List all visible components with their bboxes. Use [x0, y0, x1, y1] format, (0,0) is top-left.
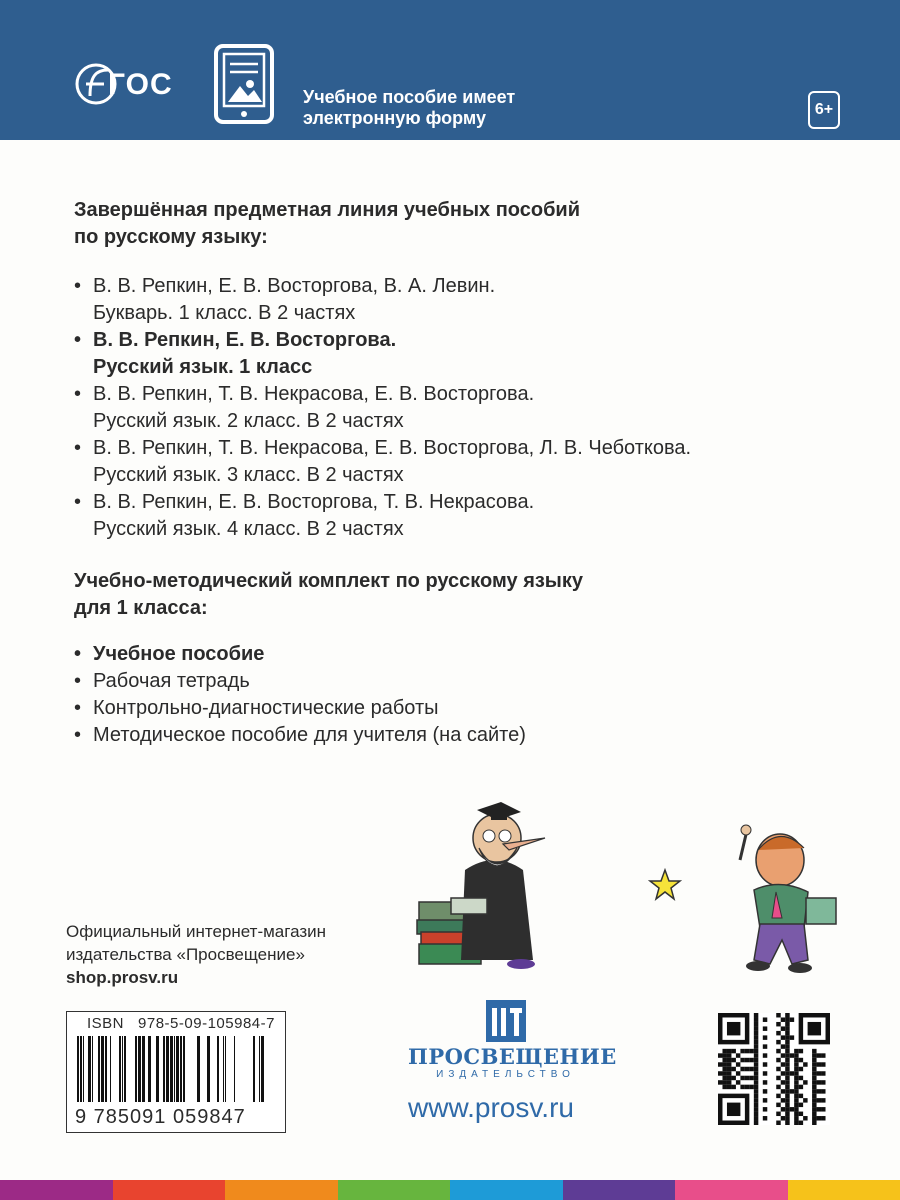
publisher-name: ПРОСВЕЩЕНИЕ — [408, 1044, 617, 1069]
list-item-title: Русский язык. 2 класс. В 2 частях — [93, 410, 404, 432]
kit-item-label: • Методическое пособие для учителя (на сайте) — [93, 724, 526, 746]
list-item-authors: • В. В. Репкин, Т. В. Некрасова, Е. В. Восторгова, Л. В. Чеботкова. — [93, 437, 692, 459]
color-strip-segment — [0, 1180, 113, 1200]
section2-title — [74, 568, 583, 622]
color-strip-segment — [113, 1180, 226, 1200]
shop-line1: Официальный интернет-магазин — [66, 922, 327, 941]
student-illustration — [720, 820, 840, 980]
color-strip — [0, 1180, 900, 1200]
isbn-barcode-box — [66, 1011, 286, 1133]
kit-item-label: • Контрольно-диагностические работы — [93, 697, 439, 719]
star-icon — [648, 868, 682, 902]
publisher-website[interactable]: www.prosv.ru — [408, 1092, 574, 1123]
section2-title-line2: для 1 класса: — [74, 597, 208, 619]
eform-text — [303, 87, 515, 129]
color-strip-segment — [563, 1180, 676, 1200]
kit-list — [74, 641, 526, 749]
qr-code[interactable] — [718, 1013, 830, 1125]
color-strip-segment — [675, 1180, 788, 1200]
age-rating-badge: 6+ — [808, 91, 840, 129]
list-item-authors: • В. В. Репкин, Т. В. Некрасова, Е. В. Восторгова. — [93, 383, 535, 405]
list-item-current — [74, 327, 691, 381]
list-item-title: Русский язык. 3 класс. В 2 частях — [93, 464, 404, 486]
kit-item — [74, 722, 526, 749]
list-item-authors: • В. В. Репкин, Е. В. Восторгова, Т. В. Некрасова. — [93, 491, 535, 513]
color-strip-segment — [450, 1180, 563, 1200]
kit-item — [74, 695, 526, 722]
list-item — [74, 489, 691, 543]
eform-line2: электронную форму — [303, 108, 486, 128]
eform-line1: Учебное пособие имеет — [303, 87, 516, 107]
list-item-title: Букварь. 1 класс. В 2 частях — [93, 302, 356, 324]
color-strip-segment — [788, 1180, 900, 1200]
tablet-icon — [214, 44, 274, 124]
list-item-authors: • В. В. Репкин, Е. В. Восторгова, В. А. Левин. — [93, 275, 496, 297]
list-item — [74, 273, 691, 327]
professor-illustration — [405, 790, 555, 975]
publisher-logo-icon — [486, 1000, 526, 1042]
list-item — [74, 435, 691, 489]
section2-title-line1: Учебно-методический комплект по русскому языку — [74, 570, 584, 592]
barcode-digits: 9 785091 059847 — [75, 1106, 246, 1128]
isbn-line — [87, 1015, 275, 1032]
list-item-title: Русский язык. 4 класс. В 2 частях — [93, 518, 404, 540]
list-item-authors: • В. В. Репкин, Е. В. Восторгова. — [93, 329, 397, 351]
barcode — [75, 1036, 275, 1106]
section1-title-line2: по русскому языку: — [74, 226, 268, 248]
fgos-label: ГОС — [108, 68, 173, 101]
color-strip-segment — [338, 1180, 451, 1200]
shop-line2: издательства «Просвещение» — [66, 945, 305, 964]
publisher-subtitle: ИЗДАТЕЛЬСТВО — [436, 1069, 575, 1080]
textbook-list — [74, 273, 691, 543]
kit-item-current — [74, 641, 526, 668]
isbn-value: 978-5-09-105984-7 — [138, 1015, 275, 1032]
header-banner — [0, 0, 900, 140]
isbn-label: ISBN — [87, 1015, 125, 1032]
kit-item — [74, 668, 526, 695]
shop-url[interactable]: shop.prosv.ru — [66, 968, 179, 987]
kit-item-label: • Учебное пособие — [93, 643, 265, 665]
shop-info — [66, 920, 326, 989]
list-item — [74, 381, 691, 435]
list-item-title: Русский язык. 1 класс — [93, 356, 313, 378]
section1-title — [74, 197, 580, 251]
color-strip-segment — [225, 1180, 338, 1200]
section1-title-line1: Завершённая предметная линия учебных пособий — [74, 199, 581, 221]
kit-item-label: • Рабочая тетрадь — [93, 670, 250, 692]
